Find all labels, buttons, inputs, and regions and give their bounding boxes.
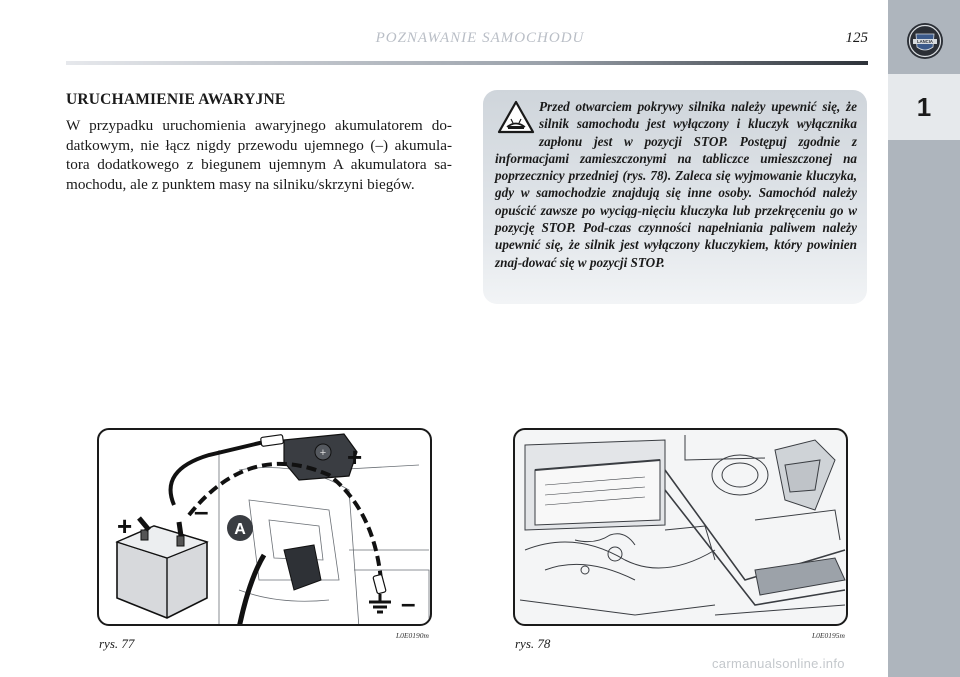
figure-77-illustration <box>99 430 432 626</box>
figure-77-code: L0E0190m <box>396 631 429 640</box>
page-number: 125 <box>845 30 868 46</box>
warning-text: Przed otwarciem pokrywy silnika należy upewnić się, że silnik samochodu jest wyłączony i kluczyk wyłącznika zapłonu jest w pozycji STOP. Postępuj zgodnie z informacjami zamieszczonymi na tabliczce umieszczonej na poprzecznicy przedniej (rys. 78). Zaleca się wyjmowanie kluczyka, gdy w samochodzie znajdują się inne osoby. Samochód należy opuścić zawsze po wyciąg-nięciu kluczyka lub przekręceniu go w pozycję STOP. Pod-czas czynności napełniania paliwem należy upewnić się, że silnik jest wyłączony kluczykiem, który powinien znaj-dować się w pozycji STOP. <box>495 99 857 270</box>
warning-triangle-icon <box>497 100 535 134</box>
svg-text:+: + <box>319 447 327 459</box>
logo-text: LANCIA <box>917 39 933 44</box>
figure-78-caption: rys. 78 <box>515 636 551 651</box>
figure-77-caption: rys. 77 <box>99 636 135 651</box>
label-plus-left: + <box>117 511 133 541</box>
label-minus-left: – <box>194 496 209 526</box>
figure-78-illustration <box>515 430 848 626</box>
warning-box <box>483 90 867 304</box>
figure-77-jump-start <box>97 428 432 626</box>
figure-78-code: L0E0195m <box>812 631 845 640</box>
lancia-logo-icon <box>906 22 944 60</box>
label-point-a: A <box>234 521 246 538</box>
body-paragraph: W przypadku uruchomienia awaryjnego akumulatorem do-datkowym, nie łącz nigdy przewodu ujemnego (–) akumula-tora dodatkowego z biegunem ujemnym A akumulatora sa-mochodu, ale z punktem masy na silniku/skrzyni biegów. <box>66 117 452 193</box>
running-header: POZNAWANIE SAMOCHODU <box>375 30 585 46</box>
chapter-number: 1 <box>916 92 932 122</box>
figure-78-engine-bay <box>513 428 848 626</box>
label-minus-right: – <box>401 588 416 618</box>
header-rule <box>66 61 868 65</box>
watermark: carmanualsonline.info <box>712 656 845 671</box>
section-heading: URUCHAMIENIE AWARYJNE <box>66 91 286 108</box>
label-plus-right: + <box>347 442 363 472</box>
